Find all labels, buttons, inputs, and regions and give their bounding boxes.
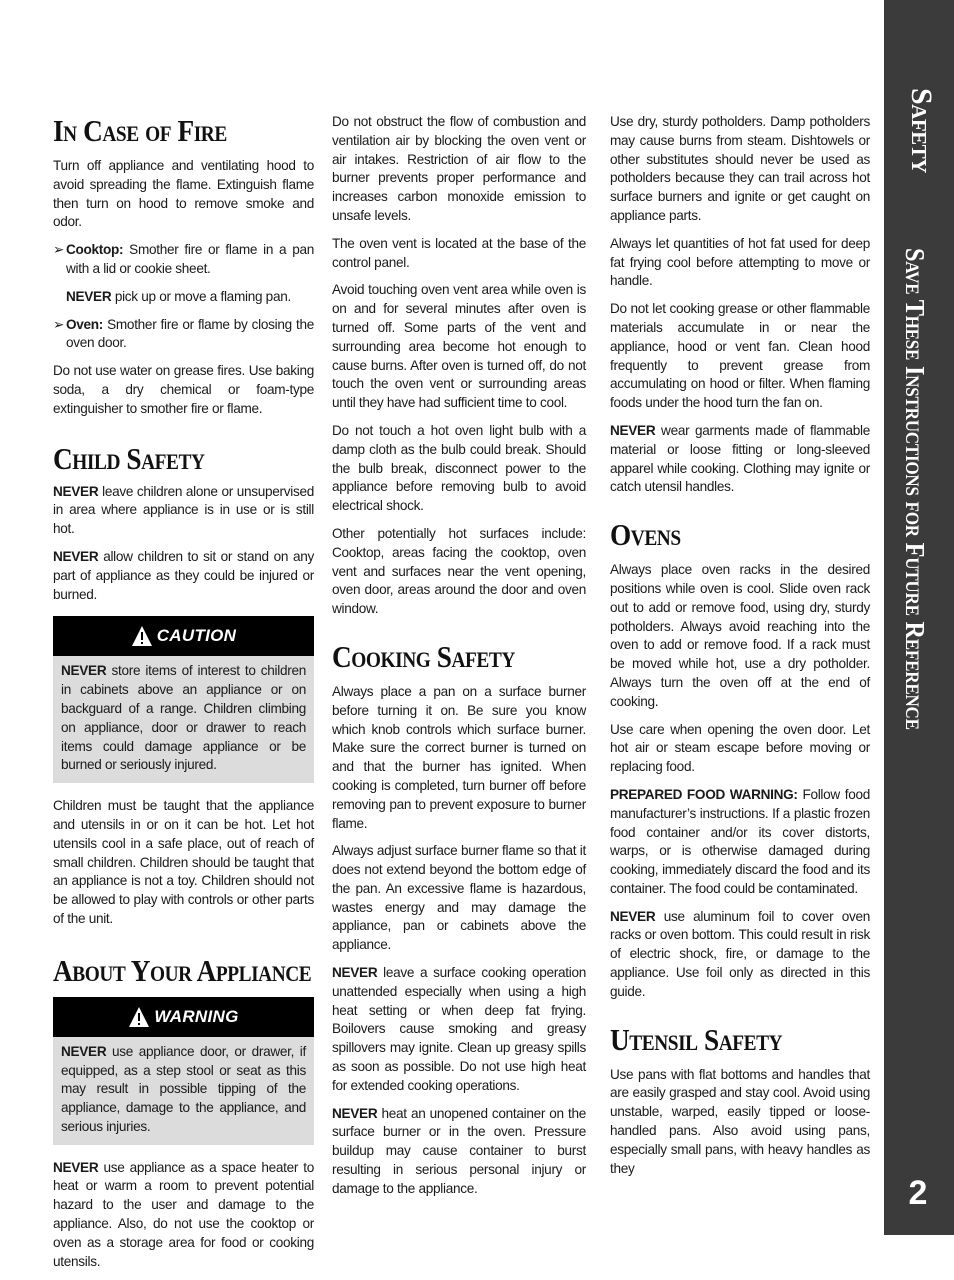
prepared-food-label: PREPARED FOOD WARNING: xyxy=(610,786,798,802)
caution-box xyxy=(53,616,314,783)
hot-surfaces: Other potentially hot surfaces include: Cooktop, areas facing the cooktop, oven vent and surfaces near the vent opening, oven door, areas around the door and oven window. xyxy=(332,525,586,617)
oven-text: Smother fire or flame by closing the oven door. xyxy=(66,316,314,351)
grease: Do not let cooking grease or other flammable materials accumulate in or near the appliance, hood or vent fan. Clean hood frequently to prevent grease from accumulating on hood or filter. When flaming foods under the hood turn the fan on. xyxy=(610,301,870,411)
cooking-p2: Always adjust surface burner flame so that it does not extend beyond the bottom edge of the pan. An excessive flame is hazardous, wastes energy and may damage the appliance, pan or cabinets above the appliance. xyxy=(332,843,586,953)
cooking-p3 xyxy=(332,964,586,1096)
warning-triangle-icon xyxy=(131,625,153,647)
caution-body xyxy=(53,656,314,783)
heading-cooking-safety: Cooking Safety xyxy=(332,638,515,674)
never-label: NEVER xyxy=(61,1043,107,1059)
arrow-bullet-icon: ➢ xyxy=(53,242,65,258)
caution-label: CAUTION xyxy=(156,626,237,646)
vent-touch: Avoid touching oven vent area while oven is on and for several minutes after oven is turned off. Some parts of the vent and surrounding area become hot enough to cause burns. After oven is turned off, do not touch the oven vent or surrounding areas until they have had sufficient time to cool. xyxy=(332,282,586,411)
space-heater-warning xyxy=(53,1159,314,1272)
child-p2 xyxy=(53,548,314,604)
heading-utensil-safety: Utensil Safety xyxy=(610,1021,783,1057)
warning-triangle-icon xyxy=(128,1006,150,1028)
never-label: NEVER xyxy=(53,1159,99,1175)
prepared-food-text: Follow food manufacturer’s instructions. If a plastic frozen food container and/or its cover distorts, warps, or is otherwise damaged during cooking, immediately discard the food and its container. The food could be contaminated. xyxy=(610,786,870,896)
cooking-p4-text: heat an unopened container on the surface burner or in the oven. Pressure buildup may cause container to burst resulting in serious personal injury or damage to the appliance. xyxy=(332,1105,586,1196)
light-bulb: Do not touch a hot oven light bulb with a damp cloth as the bulb could break. Should the bulb break, disconnect power to the appliance before removing bulb to avoid electrical shock. xyxy=(332,422,586,514)
fire-water: Do not use water on grease fires. Use baking soda, a dry chemical or foam-type extinguisher to smother fire or flame. xyxy=(53,363,314,416)
prepared-food-warning xyxy=(610,786,870,899)
column-3 xyxy=(610,113,870,1187)
garments-text: wear garments made of flammable material or loose fitting or long-sleeved apparel while cooking. Clothing may ignite or catch utensil handles. xyxy=(610,422,870,495)
child-taught: Children must be taught that the appliance and utensils in or on it can be hot. Let hot utensils cool in a safe place, out of reach of small children. Children should be taught that an appliance is not a toy. Children should not be allowed to play with controls or other parts of the unit. xyxy=(53,798,314,926)
never-label: NEVER xyxy=(332,965,378,981)
warning-label: WARNING xyxy=(154,1006,239,1026)
never-label: NEVER xyxy=(53,483,99,499)
garments xyxy=(610,422,870,497)
sidebar-section-title: Safety xyxy=(905,88,938,173)
never-label: NEVER xyxy=(610,908,656,924)
never-label: NEVER xyxy=(610,422,656,438)
ovens-p1: Always place oven racks in the desired positions while oven is cool. Slide oven rack out to add or remove food, using dry, sturdy potholders. Always avoid reaching into the oven to add or remove food. If a rack must be moved while hot, use a dry potholder. Always turn the oven off at the end of cooking. xyxy=(610,562,870,709)
warning-header xyxy=(53,997,314,1037)
never-text: pick up or move a flaming pan. xyxy=(111,288,291,304)
warning-body xyxy=(53,1037,314,1145)
heading-child-safety: Child Safety xyxy=(53,440,205,476)
cooktop-text: Smother fire or flame in a pan with a lid or cookie sheet. xyxy=(66,242,314,276)
ovens-p2: Use care when opening the oven door. Let hot air or steam escape before moving or replacing food. xyxy=(610,721,870,775)
warning-text: use appliance door, or drawer, if equipped, as a step stool or seat as this may result in possible tipping of the appliance, damage to the appliance, and serious injuries. xyxy=(61,1043,306,1134)
page-number: 2 xyxy=(908,1174,928,1212)
fire-oven-item xyxy=(53,316,314,354)
fire-intro: Turn off appliance and ventilating hood to avoid spreading the flame. Extinguish flame then turn on hood to remove smoke and odor. xyxy=(53,158,314,230)
vent-location: The oven vent is located at the base of the control panel. xyxy=(332,235,586,270)
caution-header xyxy=(53,616,314,656)
column-2 xyxy=(332,113,586,1208)
utensil-p1: Use pans with flat bottoms and handles that are easily grasped and stay cool. Avoid using unstable, warped, easily tipped or loose-handled pans. Also avoid using pans, especially small pans, with heavy handles as they xyxy=(610,1066,870,1176)
sidebar-title: Save These Instructions for Future Reference xyxy=(900,248,930,730)
never-label: NEVER xyxy=(53,548,99,564)
cooktop-label: Cooktop: xyxy=(66,242,124,258)
oven-label: Oven: xyxy=(66,316,104,332)
heading-in-case-of-fire: In Case of Fire xyxy=(53,113,227,148)
arrow-bullet-icon: ➢ xyxy=(53,316,65,332)
cooking-p1: Always place a pan on a surface burner before turning it on. Be sure you know which knob controls which surface burner. Make sure the correct burner is turned on and that the burner has ignited. When cooking is completed, turn burner off before removing pan to prevent exposure to burner flame. xyxy=(332,683,586,831)
heading-ovens: Ovens xyxy=(610,517,681,553)
column-1 xyxy=(53,113,314,1280)
fire-cooktop-item xyxy=(53,241,314,279)
sidebar-text xyxy=(890,0,948,1235)
child-p1-text: leave children alone or unsupervised in area where appliance is in use or is still hot. xyxy=(53,483,314,537)
fire-never-item xyxy=(53,288,314,307)
caution-text: store items of interest to children in cabinets above an appliance or on backguard of a range. Children climbing on appliance, door or drawer to reach items could damage appliance or be burned or seriously injured. xyxy=(61,663,306,773)
child-p2-text: allow children to sit or stand on any part of appliance as they could be injured or burned. xyxy=(53,548,314,602)
hot-fat: Always let quantities of hot fat used for deep fat frying cool before attempting to move or handle. xyxy=(610,235,870,289)
vent-airflow: Do not obstruct the flow of combustion and ventilation air by blocking the oven vent or air intakes. Restriction of air flow to the burner prevents proper performance and increases carbon monoxide emission to unsafe levels. xyxy=(332,114,586,223)
potholders: Use dry, sturdy potholders. Damp potholders may cause burns from steam. Dishtowels or other substitutes should never be used as potholders because they can trail across hot surface burners and ignite or get caught on appliance parts. xyxy=(610,114,870,223)
never-label: NEVER xyxy=(66,288,112,304)
never-label: NEVER xyxy=(61,663,107,679)
space-heater-text: use appliance as a space heater to heat or warm a room to prevent potential hazard to the user and damage to the appliance. Also, do not use the cooktop or oven as a storage area for food or cooking utensils. xyxy=(53,1159,314,1269)
aluminum-foil-text: use aluminum foil to cover oven racks or oven bottom. This could result in risk of electric shock, fire, or damage to the appliance. Use foil only as directed in this guide. xyxy=(610,908,870,999)
warning-box xyxy=(53,997,314,1145)
aluminum-foil xyxy=(610,908,870,1002)
cooking-p3-text: leave a surface cooking operation unattended especially when using a high heat setting or when deep fat frying. Boilovers cause smoking and greasy spillovers may ignite. Clean up greasy spills as soon as possible. Do not use high heat for extended cooking operations. xyxy=(332,965,586,1093)
cooking-p4 xyxy=(332,1105,586,1199)
child-p1 xyxy=(53,483,314,539)
heading-about-your-appliance: About Your Appliance xyxy=(53,952,312,988)
never-label: NEVER xyxy=(332,1105,378,1121)
